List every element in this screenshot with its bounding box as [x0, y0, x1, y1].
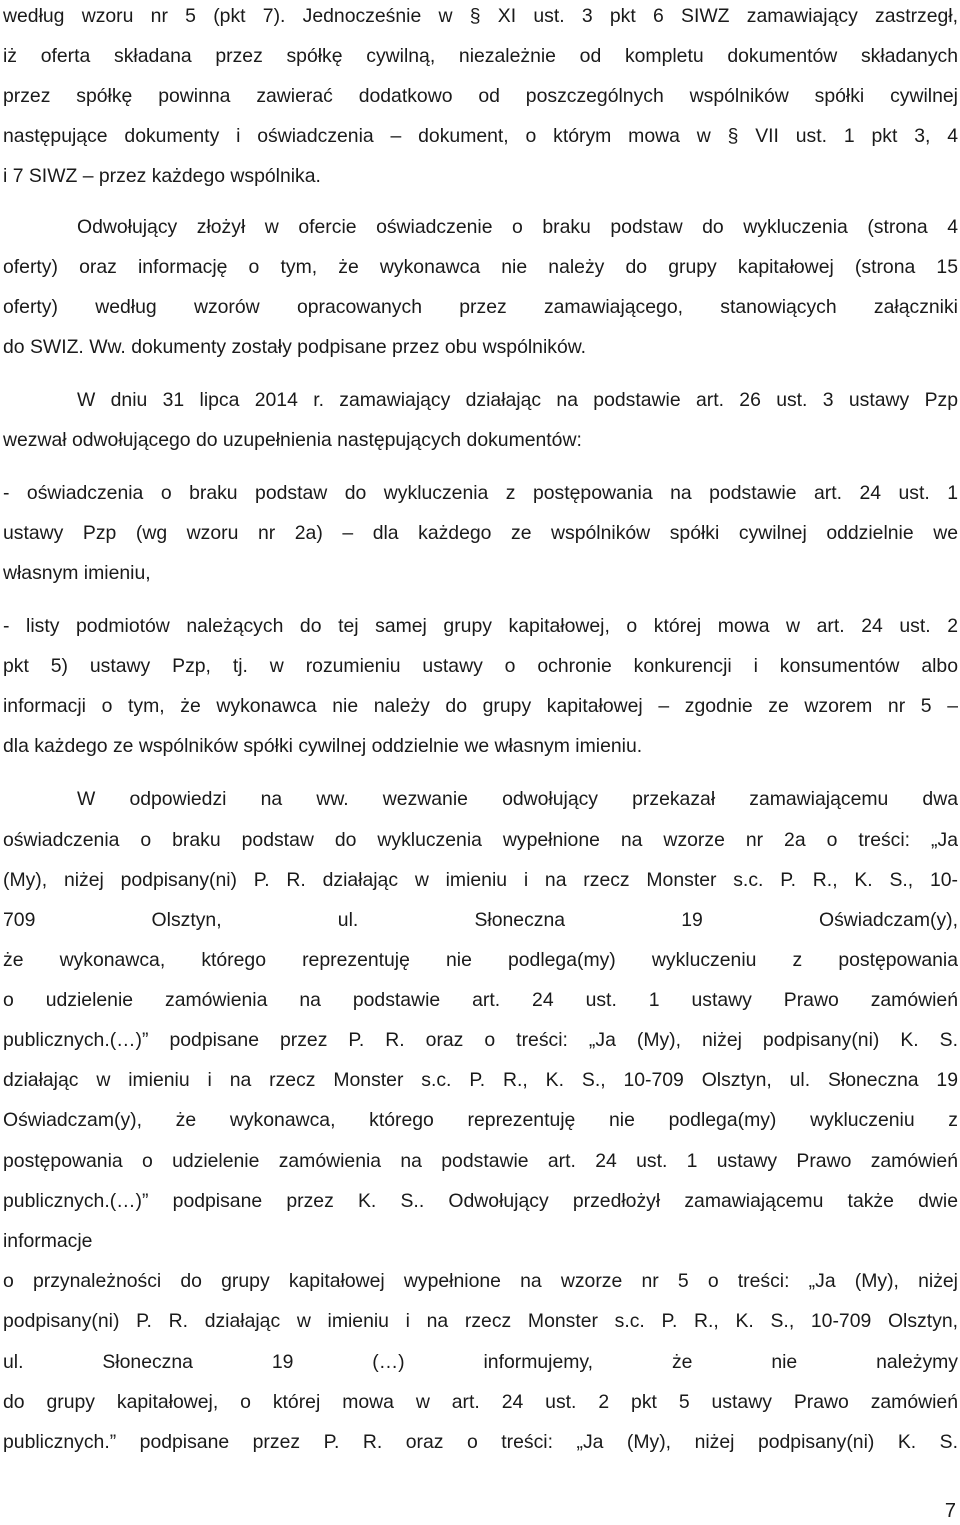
text-line: następujące dokumenty i oświadczenia – dokument, o którym mowa w § VII ust. 1 pkt 3, 4: [3, 125, 958, 147]
text-line: oferty) według wzorów opracowanych przez zamawiającego, stanowiących załączniki: [3, 296, 958, 318]
text-line: publicznych.(…)” podpisane przez K. S.. Odwołujący przedłożył zamawiającemu także dwie: [3, 1190, 958, 1212]
text-line: postępowania o udzielenie zamówienia na podstawie art. 24 ust. 1 ustawy Prawo zamówień: [3, 1150, 958, 1172]
text-line: 709 Olsztyn, ul. Słoneczna 19 Oświadczam(y),: [3, 909, 958, 931]
text-line: - listy podmiotów należących do tej samej grupy kapitałowej, o której mowa w art. 24 ust. 2: [3, 615, 958, 637]
text-line: że wykonawca, którego reprezentuję nie podlega(my) wykluczeniu z postępowania: [3, 949, 958, 971]
text-line: działając w imieniu i na rzecz Monster s.c. P. R., K. S., 10-709 Olsztyn, ul. Słoneczna 19: [3, 1069, 958, 1091]
text-line: przez spółkę powinna zawierać dodatkowo od poszczególnych wspólników spółki cywilnej: [3, 85, 958, 107]
text-line: własnym imieniu,: [3, 562, 151, 584]
text-line: iż oferta składana przez spółkę cywilną, niezależnie od kompletu dokumentów składanych: [3, 45, 958, 67]
text-line: publicznych.” podpisane przez P. R. oraz o treści: „Ja (My), niżej podpisany(ni) K. S.: [3, 1431, 958, 1453]
text-line: o udzielenie zamówienia na podstawie art. 24 ust. 1 ustawy Prawo zamówień: [3, 989, 958, 1011]
text-line: według wzoru nr 5 (pkt 7). Jednocześnie w § XI ust. 3 pkt 6 SIWZ zamawiający zastrzegł,: [3, 5, 958, 27]
text-line: Odwołujący złożył w ofercie oświadczenie o braku podstaw do wykluczenia (strona 4: [77, 216, 958, 238]
text-line: podpisany(ni) P. R. działając w imieniu i na rzecz Monster s.c. P. R., K. S., 10-709 Olsztyn,: [3, 1310, 958, 1332]
text-line: informacje: [3, 1230, 93, 1252]
text-line: ul. Słoneczna 19 (…) informujemy, że nie należymy: [3, 1351, 958, 1373]
text-line: o przynależności do grupy kapitałowej wypełnione na wzorze nr 5 o treści: „Ja (My), niżej: [3, 1270, 958, 1292]
text-line: wezwał odwołującego do uzupełnienia następujących dokumentów:: [3, 429, 582, 451]
text-line: - oświadczenia o braku podstaw do wykluczenia z postępowania na podstawie art. 24 ust. 1: [3, 482, 958, 504]
text-line: dla każdego ze wspólników spółki cywilnej oddzielnie we własnym imieniu.: [3, 735, 643, 757]
text-line: do SWIZ. Ww. dokumenty zostały podpisane przez obu wspólników.: [3, 336, 587, 358]
text-line: i 7 SIWZ – przez każdego wspólnika.: [3, 165, 321, 187]
text-line: pkt 5) ustawy Pzp, tj. w rozumieniu ustawy o ochronie konkurencji i konsumentów albo: [3, 655, 958, 677]
text-line: oświadczenia o braku podstaw do wykluczenia wypełnione na wzorze nr 2a o treści: „Ja: [3, 829, 958, 851]
text-line: ustawy Pzp (wg wzoru nr 2a) – dla każdego ze wspólników spółki cywilnej oddzielnie we: [3, 522, 958, 544]
text-line: (My), niżej podpisany(ni) P. R. działając w imieniu i na rzecz Monster s.c. P. R., K. S., 10-: [3, 869, 958, 891]
text-line: informacji o tym, że wykonawca nie należy do grupy kapitałowej – zgodnie ze wzorem nr 5 –: [3, 695, 958, 717]
text-line: W odpowiedzi na ww. wezwanie odwołujący przekazał zamawiającemu dwa: [77, 788, 958, 810]
text-line: Oświadczam(y), że wykonawca, którego reprezentuję nie podlega(my) wykluczeniu z: [3, 1109, 958, 1131]
text-line: oferty) oraz informację o tym, że wykonawca nie należy do grupy kapitałowej (strona 15: [3, 256, 958, 278]
text-line: W dniu 31 lipca 2014 r. zamawiający działając na podstawie art. 26 ust. 3 ustawy Pzp: [77, 389, 958, 411]
text-line: do grupy kapitałowej, o której mowa w art. 24 ust. 2 pkt 5 ustawy Prawo zamówień: [3, 1391, 958, 1413]
text-line: publicznych.(…)” podpisane przez P. R. oraz o treści: „Ja (My), niżej podpisany(ni) K. S.: [3, 1029, 958, 1051]
page-number: 7: [944, 1500, 956, 1522]
